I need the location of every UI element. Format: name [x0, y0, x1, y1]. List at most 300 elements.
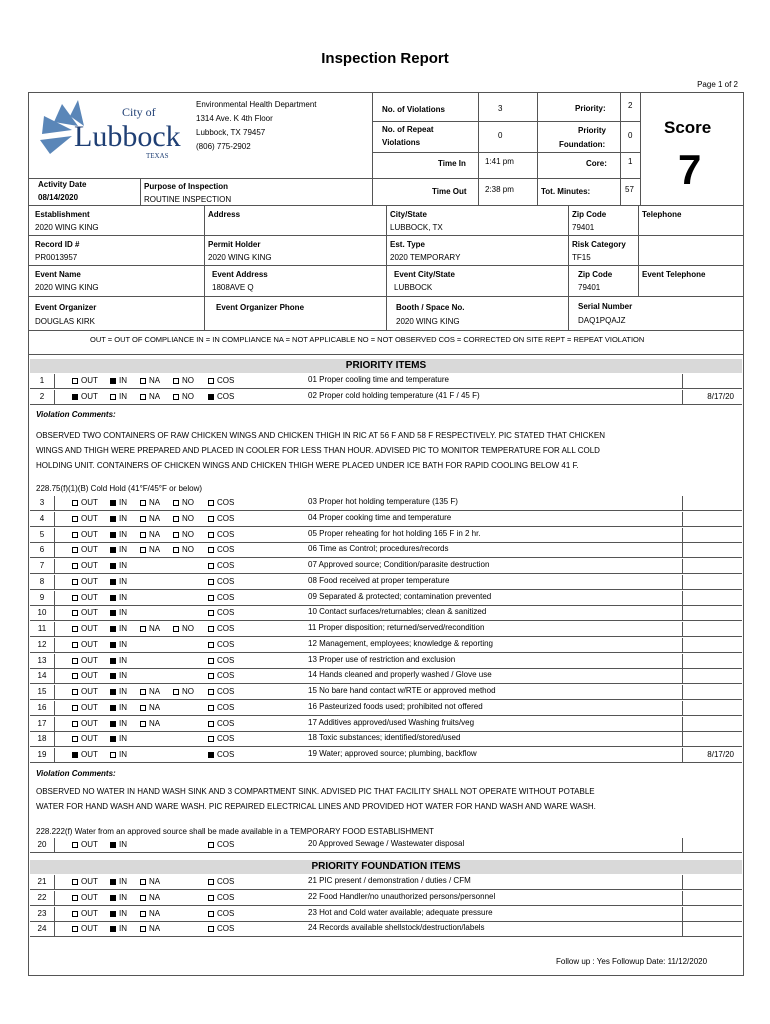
checkbox-unchecked[interactable]: [140, 879, 146, 885]
option-na: NA: [140, 893, 160, 902]
violations-value: 3: [498, 104, 503, 113]
checkbox-unchecked[interactable]: [208, 516, 214, 522]
option-na: NA: [140, 624, 160, 633]
option-cos: COS: [208, 687, 234, 696]
checkbox-unchecked[interactable]: [72, 610, 78, 616]
priority-label: Priority:: [575, 104, 606, 113]
checkbox-unchecked[interactable]: [72, 926, 78, 932]
agency-line-4: (806) 775-2902: [196, 142, 251, 151]
tot-minutes-value: 57: [625, 185, 634, 194]
option-out: OUT: [72, 734, 98, 743]
item-row-23: [30, 907, 742, 922]
checkbox-unchecked[interactable]: [208, 595, 214, 601]
repeat-label-1: No. of Repeat: [382, 125, 434, 134]
item-row-5: [30, 528, 742, 543]
violation-comments-label-2: Violation Comments:: [36, 769, 116, 778]
core-value: 1: [628, 157, 633, 166]
option-no: NO: [173, 545, 194, 554]
checkbox-checked[interactable]: [110, 595, 116, 601]
checkbox-unchecked[interactable]: [72, 736, 78, 742]
option-in: IN: [110, 545, 127, 554]
checkbox-checked[interactable]: [208, 752, 214, 758]
option-out: OUT: [72, 498, 98, 507]
item-row-24: [30, 922, 742, 937]
checkbox-unchecked[interactable]: [140, 532, 146, 538]
checkbox-unchecked[interactable]: [72, 705, 78, 711]
option-in: IN: [110, 671, 127, 680]
checkbox-unchecked[interactable]: [208, 378, 214, 384]
checkbox-unchecked[interactable]: [208, 895, 214, 901]
checkbox-checked[interactable]: [110, 879, 116, 885]
option-in: IN: [110, 719, 127, 728]
checkbox-checked[interactable]: [110, 378, 116, 384]
option-in: IN: [110, 840, 127, 849]
checkbox-unchecked[interactable]: [173, 689, 179, 695]
option-cos: COS: [208, 514, 234, 523]
option-in: IN: [110, 514, 127, 523]
option-na: NA: [140, 498, 160, 507]
item-number: 12: [37, 639, 47, 649]
checkbox-unchecked[interactable]: [140, 911, 146, 917]
option-cos: COS: [208, 498, 234, 507]
time-in-value: 1:41 pm: [485, 157, 514, 166]
checkbox-unchecked[interactable]: [208, 658, 214, 664]
item-row-12: [30, 638, 742, 653]
checkbox-unchecked[interactable]: [173, 394, 179, 400]
item-description: 20 Approved Sewage / Wastewater disposal: [308, 839, 465, 848]
checkbox-checked[interactable]: [110, 705, 116, 711]
option-out: OUT: [72, 924, 98, 933]
checkbox-unchecked[interactable]: [72, 673, 78, 679]
item-number: 13: [37, 655, 47, 665]
permit-value: 2020 WING KING: [208, 253, 272, 262]
option-cos: COS: [208, 593, 234, 602]
item-row-6: [30, 543, 742, 558]
pf-label-2: Foundation:: [559, 140, 606, 149]
organizer-phone-label: Event Organizer Phone: [216, 303, 305, 312]
checkbox-checked[interactable]: [110, 626, 116, 632]
option-in: IN: [110, 577, 127, 586]
checkbox-unchecked[interactable]: [140, 378, 146, 384]
serial-label: Serial Number: [578, 302, 633, 311]
option-out: OUT: [72, 640, 98, 649]
activity-date-label: Activity Date: [38, 180, 87, 189]
item-description: 21 PIC present / demonstration / duties / CFM: [308, 876, 471, 885]
telephone-label: Telephone: [642, 210, 682, 219]
checkbox-unchecked[interactable]: [208, 500, 214, 506]
item-description: 02 Proper cold holding temperature (41 F / 45 F): [308, 390, 480, 400]
checkbox-unchecked[interactable]: [208, 626, 214, 632]
item-description: 15 No bare hand contact w/RTE or approved method: [308, 686, 496, 695]
checkbox-unchecked[interactable]: [173, 532, 179, 538]
item-description: 23 Hot and Cold water available; adequate pressure: [308, 907, 493, 917]
item-number: 17: [37, 718, 47, 728]
item-description: 05 Proper reheating for hot holding 165 F in 2 hr.: [308, 528, 481, 538]
checkbox-unchecked[interactable]: [208, 563, 214, 569]
organizer-label: Event Organizer: [35, 303, 97, 312]
checkbox-checked[interactable]: [110, 721, 116, 727]
code-citation-2: 228.222(f) Water from an approved source shall be made available in a TEMPORARY FOOD ESTABLISHMENT: [36, 827, 434, 836]
item-row-19: [30, 748, 742, 763]
checkbox-unchecked[interactable]: [208, 642, 214, 648]
option-cos: COS: [208, 750, 234, 759]
item-description: 19 Water; approved source; plumbing, backflow: [308, 749, 477, 758]
option-in: IN: [110, 376, 127, 385]
item-number: 11: [37, 624, 47, 633]
option-in: IN: [110, 640, 127, 649]
item-row-3: [30, 496, 742, 511]
option-in: IN: [110, 392, 127, 401]
option-cos: COS: [208, 909, 234, 918]
checkbox-unchecked[interactable]: [208, 547, 214, 553]
checkbox-checked[interactable]: [110, 642, 116, 648]
checkbox-checked[interactable]: [110, 658, 116, 664]
item-row-20: [30, 838, 742, 853]
permit-label: Permit Holder: [208, 240, 261, 249]
item-row-22: [30, 891, 742, 906]
item-row-4: [30, 512, 742, 527]
checkbox-unchecked[interactable]: [140, 721, 146, 727]
checkbox-unchecked[interactable]: [72, 911, 78, 917]
checkbox-checked[interactable]: [110, 500, 116, 506]
option-out: OUT: [72, 909, 98, 918]
checkbox-unchecked[interactable]: [208, 610, 214, 616]
checkbox-unchecked[interactable]: [72, 547, 78, 553]
option-out: OUT: [72, 703, 98, 712]
checkbox-checked[interactable]: [110, 736, 116, 742]
option-cos: COS: [208, 624, 234, 633]
item-description: 17 Additives approved/used Washing fruits/veg: [308, 717, 475, 727]
event-name-label: Event Name: [35, 270, 81, 279]
checkbox-checked[interactable]: [110, 926, 116, 932]
checkbox-unchecked[interactable]: [140, 626, 146, 632]
event-city: LUBBOCK: [394, 283, 433, 292]
option-cos: COS: [208, 376, 234, 385]
option-in: IN: [110, 734, 127, 743]
option-cos: COS: [208, 893, 234, 902]
option-out: OUT: [72, 624, 98, 633]
checkbox-unchecked[interactable]: [140, 547, 146, 553]
option-cos: COS: [208, 840, 234, 849]
option-na: NA: [140, 687, 160, 696]
option-out: OUT: [72, 877, 98, 886]
option-out: OUT: [72, 376, 98, 385]
checkbox-checked[interactable]: [110, 532, 116, 538]
option-in: IN: [110, 656, 127, 665]
pf-label-1: Priority: [578, 126, 607, 135]
checkbox-unchecked[interactable]: [208, 842, 214, 848]
checkbox-unchecked[interactable]: [72, 895, 78, 901]
item-description: 11 Proper disposition; returned/served/recondition: [308, 623, 485, 632]
option-na: NA: [140, 703, 160, 712]
organizer-value: DOUGLAS KIRK: [35, 317, 96, 326]
option-in: IN: [110, 877, 127, 886]
checkbox-unchecked[interactable]: [173, 547, 179, 553]
option-no: NO: [173, 514, 194, 523]
time-in-label: Time In: [438, 159, 466, 168]
logo-state: TEXAS: [146, 152, 169, 160]
checkbox-unchecked[interactable]: [173, 500, 179, 506]
checkbox-checked[interactable]: [72, 394, 78, 400]
option-cos: COS: [208, 671, 234, 680]
priority-items-header: PRIORITY ITEMS: [30, 359, 742, 373]
option-na: NA: [140, 545, 160, 554]
checkbox-unchecked[interactable]: [208, 532, 214, 538]
checkbox-unchecked[interactable]: [140, 689, 146, 695]
violation-comments-label-1: Violation Comments:: [36, 410, 116, 419]
item-row-18: [30, 732, 742, 747]
checkbox-unchecked[interactable]: [208, 911, 214, 917]
repeat-value: 0: [498, 131, 503, 140]
option-out: OUT: [72, 687, 98, 696]
est-type-label: Est. Type: [390, 240, 425, 249]
item-description: 16 Pasteurized foods used; prohibited not offered: [308, 701, 483, 711]
checkbox-checked[interactable]: [110, 842, 116, 848]
establishment-label: Establishment: [35, 210, 90, 219]
checkbox-unchecked[interactable]: [72, 689, 78, 695]
purpose-label: Purpose of Inspection: [144, 182, 229, 191]
item-description: 14 Hands cleaned and properly washed / Glove use: [308, 670, 492, 680]
checkbox-checked[interactable]: [110, 689, 116, 695]
checkbox-checked[interactable]: [208, 394, 214, 400]
record-label: Record ID #: [35, 240, 80, 249]
checkbox-unchecked[interactable]: [140, 895, 146, 901]
event-address: 1808AVE Q: [212, 283, 254, 292]
item-number: 24: [37, 924, 47, 934]
establishment-name: 2020 WING KING: [35, 223, 99, 232]
item-description: 24 Records available shellstock/destruction/labels: [308, 923, 485, 933]
option-no: NO: [173, 376, 194, 385]
item-description: 09 Separated & protected; contamination prevented: [308, 591, 492, 601]
checkbox-unchecked[interactable]: [110, 394, 116, 400]
option-no: NO: [173, 624, 194, 633]
option-cos: COS: [208, 734, 234, 743]
checkbox-unchecked[interactable]: [140, 394, 146, 400]
checkbox-unchecked[interactable]: [72, 563, 78, 569]
checkbox-unchecked[interactable]: [72, 626, 78, 632]
option-cos: COS: [208, 656, 234, 665]
violations-label: No. of Violations: [382, 105, 445, 114]
checkbox-unchecked[interactable]: [72, 842, 78, 848]
booth-label: Booth / Space No.: [396, 303, 465, 312]
checkbox-unchecked[interactable]: [208, 879, 214, 885]
city-label: City/State: [390, 210, 427, 219]
item-number: 1: [39, 376, 45, 385]
priority-foundation-header: PRIORITY FOUNDATION ITEMS: [30, 860, 742, 874]
item-row-10: [30, 606, 742, 621]
item-description: 18 Toxic substances; identified/stored/used: [308, 733, 461, 743]
checkbox-unchecked[interactable]: [140, 500, 146, 506]
item-description: 12 Management, employees; knowledge & reporting: [308, 638, 493, 648]
item-description: 07 Approved source; Condition/parasite destruction: [308, 560, 490, 569]
option-in: IN: [110, 608, 127, 617]
item-row-9: [30, 591, 742, 606]
item-row-2: [30, 390, 742, 405]
option-out: OUT: [72, 514, 98, 523]
score-label: Score: [664, 118, 712, 137]
item-number: 23: [37, 908, 47, 918]
checkbox-unchecked[interactable]: [72, 532, 78, 538]
event-address-label: Event Address: [212, 270, 268, 279]
core-label: Core:: [586, 159, 607, 168]
followup-text: Follow up : Yes Followup Date: 11/12/2020: [556, 957, 708, 966]
checkbox-unchecked[interactable]: [140, 516, 146, 522]
option-cos: COS: [208, 561, 234, 570]
option-na: NA: [140, 877, 160, 886]
checkbox-unchecked[interactable]: [72, 516, 78, 522]
item-number: 7: [39, 561, 45, 570]
item-number: 15: [37, 687, 47, 696]
agency-line-3: Lubbock, TX 79457: [196, 128, 266, 137]
checkbox-unchecked[interactable]: [173, 516, 179, 522]
checkbox-unchecked[interactable]: [72, 579, 78, 585]
option-out: OUT: [72, 750, 98, 759]
option-cos: COS: [208, 703, 234, 712]
checkbox-checked[interactable]: [110, 610, 116, 616]
serial-value: DAQ1PQAJZ: [578, 316, 626, 325]
item-description: 04 Proper cooking time and temperature: [308, 512, 452, 522]
checkbox-unchecked[interactable]: [140, 926, 146, 932]
checkbox-unchecked[interactable]: [72, 721, 78, 727]
checkbox-checked[interactable]: [72, 752, 78, 758]
item-row-21: [30, 875, 742, 890]
option-no: NO: [173, 530, 194, 539]
option-out: OUT: [72, 545, 98, 554]
checkbox-unchecked[interactable]: [72, 879, 78, 885]
item-number: 9: [39, 592, 45, 602]
checkbox-unchecked[interactable]: [72, 378, 78, 384]
option-out: OUT: [72, 840, 98, 849]
checkbox-unchecked[interactable]: [208, 673, 214, 679]
item-number: 6: [39, 545, 45, 555]
page-title: Inspection Report: [321, 50, 449, 67]
item-row-17: [30, 717, 742, 732]
checkbox-unchecked[interactable]: [208, 736, 214, 742]
checkbox-unchecked[interactable]: [173, 626, 179, 632]
item-description: 10 Contact surfaces/returnables; clean & sanitized: [308, 607, 487, 617]
option-out: OUT: [72, 608, 98, 617]
checkbox-unchecked[interactable]: [140, 705, 146, 711]
address-label: Address: [208, 210, 241, 219]
item-row-13: [30, 654, 742, 669]
option-cos: COS: [208, 924, 234, 933]
violation-comment-2: OBSERVED NO WATER IN HAND WASH SINK AND 3 COMPARTMENT SINK. ADVISED PIC THAT FACILITY SHALL NOT OPERATE WITHOUT POTABLE WATER FOR HAND WASH AND WARE WASH. PIC REPAIRED ELECTRICAL LINES AND PROVIDED HOT WATER FOR HAND WASH AND WARE WASH.: [36, 787, 596, 811]
item-number: 22: [37, 892, 47, 902]
option-in: IN: [110, 687, 127, 696]
checkbox-unchecked[interactable]: [72, 500, 78, 506]
checkbox-unchecked[interactable]: [208, 689, 214, 695]
item-description: 03 Proper hot holding temperature (135 F): [308, 497, 458, 506]
checkbox-unchecked[interactable]: [208, 705, 214, 711]
option-cos: COS: [208, 640, 234, 649]
checkbox-unchecked[interactable]: [72, 658, 78, 664]
option-no: NO: [173, 392, 194, 401]
option-na: NA: [140, 376, 160, 385]
item-description: 22 Food Handler/no unauthorized persons/personnel: [308, 891, 496, 901]
option-cos: COS: [208, 392, 234, 401]
option-in: IN: [110, 703, 127, 712]
violation-comment-1: OBSERVED TWO CONTAINERS OF RAW CHICKEN WINGS AND CHICKEN THIGH IN RIC AT 56 F AND 58 F RESPECTIVELY. PIC STATED THAT CHICKEN WINGS AND THIGH WERE PREPARED AND PLACED IN COOLER FOR LESS THAN HOUR. ADVISED PIC TO MONITOR TEMPERATURE FOR ALL COLD HOLDING UNIT. CONTAINERS OF CHICKEN WINGS AND CHICKEN THIGH WERE PLACED UNDER ICE BATH FOR RAPID COOLING BELOW 41 F.: [36, 431, 605, 470]
city-logo: [34, 96, 184, 164]
item-row-1: [30, 374, 742, 389]
purpose-value: ROUTINE INSPECTION: [144, 195, 232, 204]
checkbox-unchecked[interactable]: [110, 752, 116, 758]
item-number: 14: [37, 671, 47, 681]
checkbox-unchecked[interactable]: [208, 926, 214, 932]
agency-line-1: Environmental Health Department: [196, 100, 317, 109]
event-telephone-label: Event Telephone: [642, 270, 706, 279]
item-number: 8: [39, 576, 45, 586]
zip-label: Zip Code: [572, 210, 607, 219]
item-description: 01 Proper cooling time and temperature: [308, 375, 449, 384]
option-cos: COS: [208, 530, 234, 539]
option-in: IN: [110, 498, 127, 507]
option-cos: COS: [208, 577, 234, 586]
option-na: NA: [140, 719, 160, 728]
option-cos: COS: [208, 719, 234, 728]
option-out: OUT: [72, 593, 98, 602]
event-zip-label: Zip Code: [578, 270, 613, 279]
checkbox-unchecked[interactable]: [208, 721, 214, 727]
item-row-11: [30, 622, 742, 637]
risk-label: Risk Category: [572, 240, 626, 249]
item-number: 20: [37, 840, 47, 849]
item-row-8: [30, 575, 742, 590]
item-row-14: [30, 669, 742, 684]
est-type-value: 2020 TEMPORARY: [390, 253, 461, 262]
checkbox-checked[interactable]: [110, 895, 116, 901]
item-row-15: [30, 685, 742, 700]
item-description: 08 Food received at proper temperature: [308, 575, 450, 585]
item-number: 16: [37, 702, 47, 712]
option-in: IN: [110, 593, 127, 602]
option-in: IN: [110, 530, 127, 539]
checkbox-checked[interactable]: [110, 673, 116, 679]
checkbox-checked[interactable]: [110, 911, 116, 917]
checkbox-unchecked[interactable]: [72, 642, 78, 648]
option-in: IN: [110, 561, 127, 570]
checkbox-unchecked[interactable]: [208, 579, 214, 585]
risk-value: TF15: [572, 253, 591, 262]
option-cos: COS: [208, 877, 234, 886]
event-name: 2020 WING KING: [35, 283, 99, 292]
option-na: NA: [140, 514, 160, 523]
option-na: NA: [140, 909, 160, 918]
option-in: IN: [110, 750, 127, 759]
item-number: 5: [39, 529, 45, 539]
option-cos: COS: [208, 608, 234, 617]
pf-value: 0: [628, 131, 633, 140]
city-value: LUBBOCK, TX: [390, 223, 443, 232]
checkbox-unchecked[interactable]: [173, 378, 179, 384]
option-in: IN: [110, 893, 127, 902]
checkbox-unchecked[interactable]: [72, 595, 78, 601]
checkbox-checked[interactable]: [110, 547, 116, 553]
checkbox-checked[interactable]: [110, 563, 116, 569]
event-city-label: Event City/State: [394, 270, 455, 279]
option-in: IN: [110, 909, 127, 918]
checkbox-checked[interactable]: [110, 516, 116, 522]
option-out: OUT: [72, 561, 98, 570]
option-na: NA: [140, 924, 160, 933]
option-no: NO: [173, 498, 194, 507]
event-zip: 79401: [578, 283, 601, 292]
time-out-label: Time Out: [432, 187, 467, 196]
checkbox-checked[interactable]: [110, 579, 116, 585]
item-number: 10: [37, 608, 47, 618]
priority-value: 2: [628, 101, 633, 110]
repeat-label-2: Violations: [382, 138, 421, 147]
